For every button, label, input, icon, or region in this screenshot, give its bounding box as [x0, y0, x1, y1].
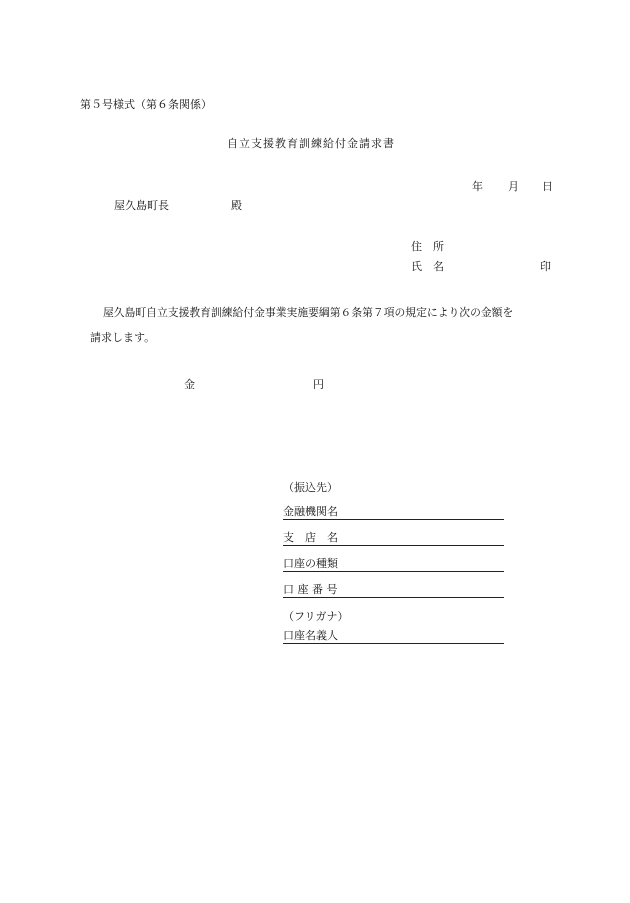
date-day: 日	[542, 180, 553, 193]
form-number: 第５号様式（第６条関係）	[80, 98, 212, 111]
account-number-field	[283, 583, 504, 598]
branch-name-label: 支 店 名	[283, 531, 338, 544]
seal-mark: 印	[540, 260, 551, 273]
account-holder-field	[283, 629, 504, 644]
body-text-line-1: 屋久島町自立支援教育訓練給付金事業実施要綱第６条第７項の規定により次の金額を	[103, 306, 514, 319]
applicant-address-label: 住 所	[411, 240, 444, 253]
addressee-honorific: 殿	[231, 199, 242, 212]
date-year: 年	[472, 180, 483, 193]
account-type-field	[283, 557, 504, 572]
account-type-label: 口座の種類	[283, 557, 338, 570]
account-number-label: 口 座 番 号	[283, 583, 338, 596]
body-text-line-2: 請求します。	[90, 331, 156, 344]
date-month: 月	[508, 180, 519, 193]
branch-name-field	[283, 531, 504, 546]
amount-unit: 円	[313, 378, 324, 391]
transfer-heading: （振込先）	[283, 481, 338, 494]
addressee-name: 屋久島町長	[114, 199, 169, 212]
amount-prefix: 金	[184, 378, 195, 391]
bank-name-label: 金融機関名	[283, 505, 338, 518]
bank-name-field	[283, 505, 504, 520]
account-holder-label: 口座名義人	[283, 629, 338, 642]
form-title: 自立支援教育訓練給付金請求書	[227, 137, 395, 150]
applicant-name-label: 氏 名	[411, 260, 444, 273]
furigana-label: （フリガナ）	[283, 610, 349, 623]
